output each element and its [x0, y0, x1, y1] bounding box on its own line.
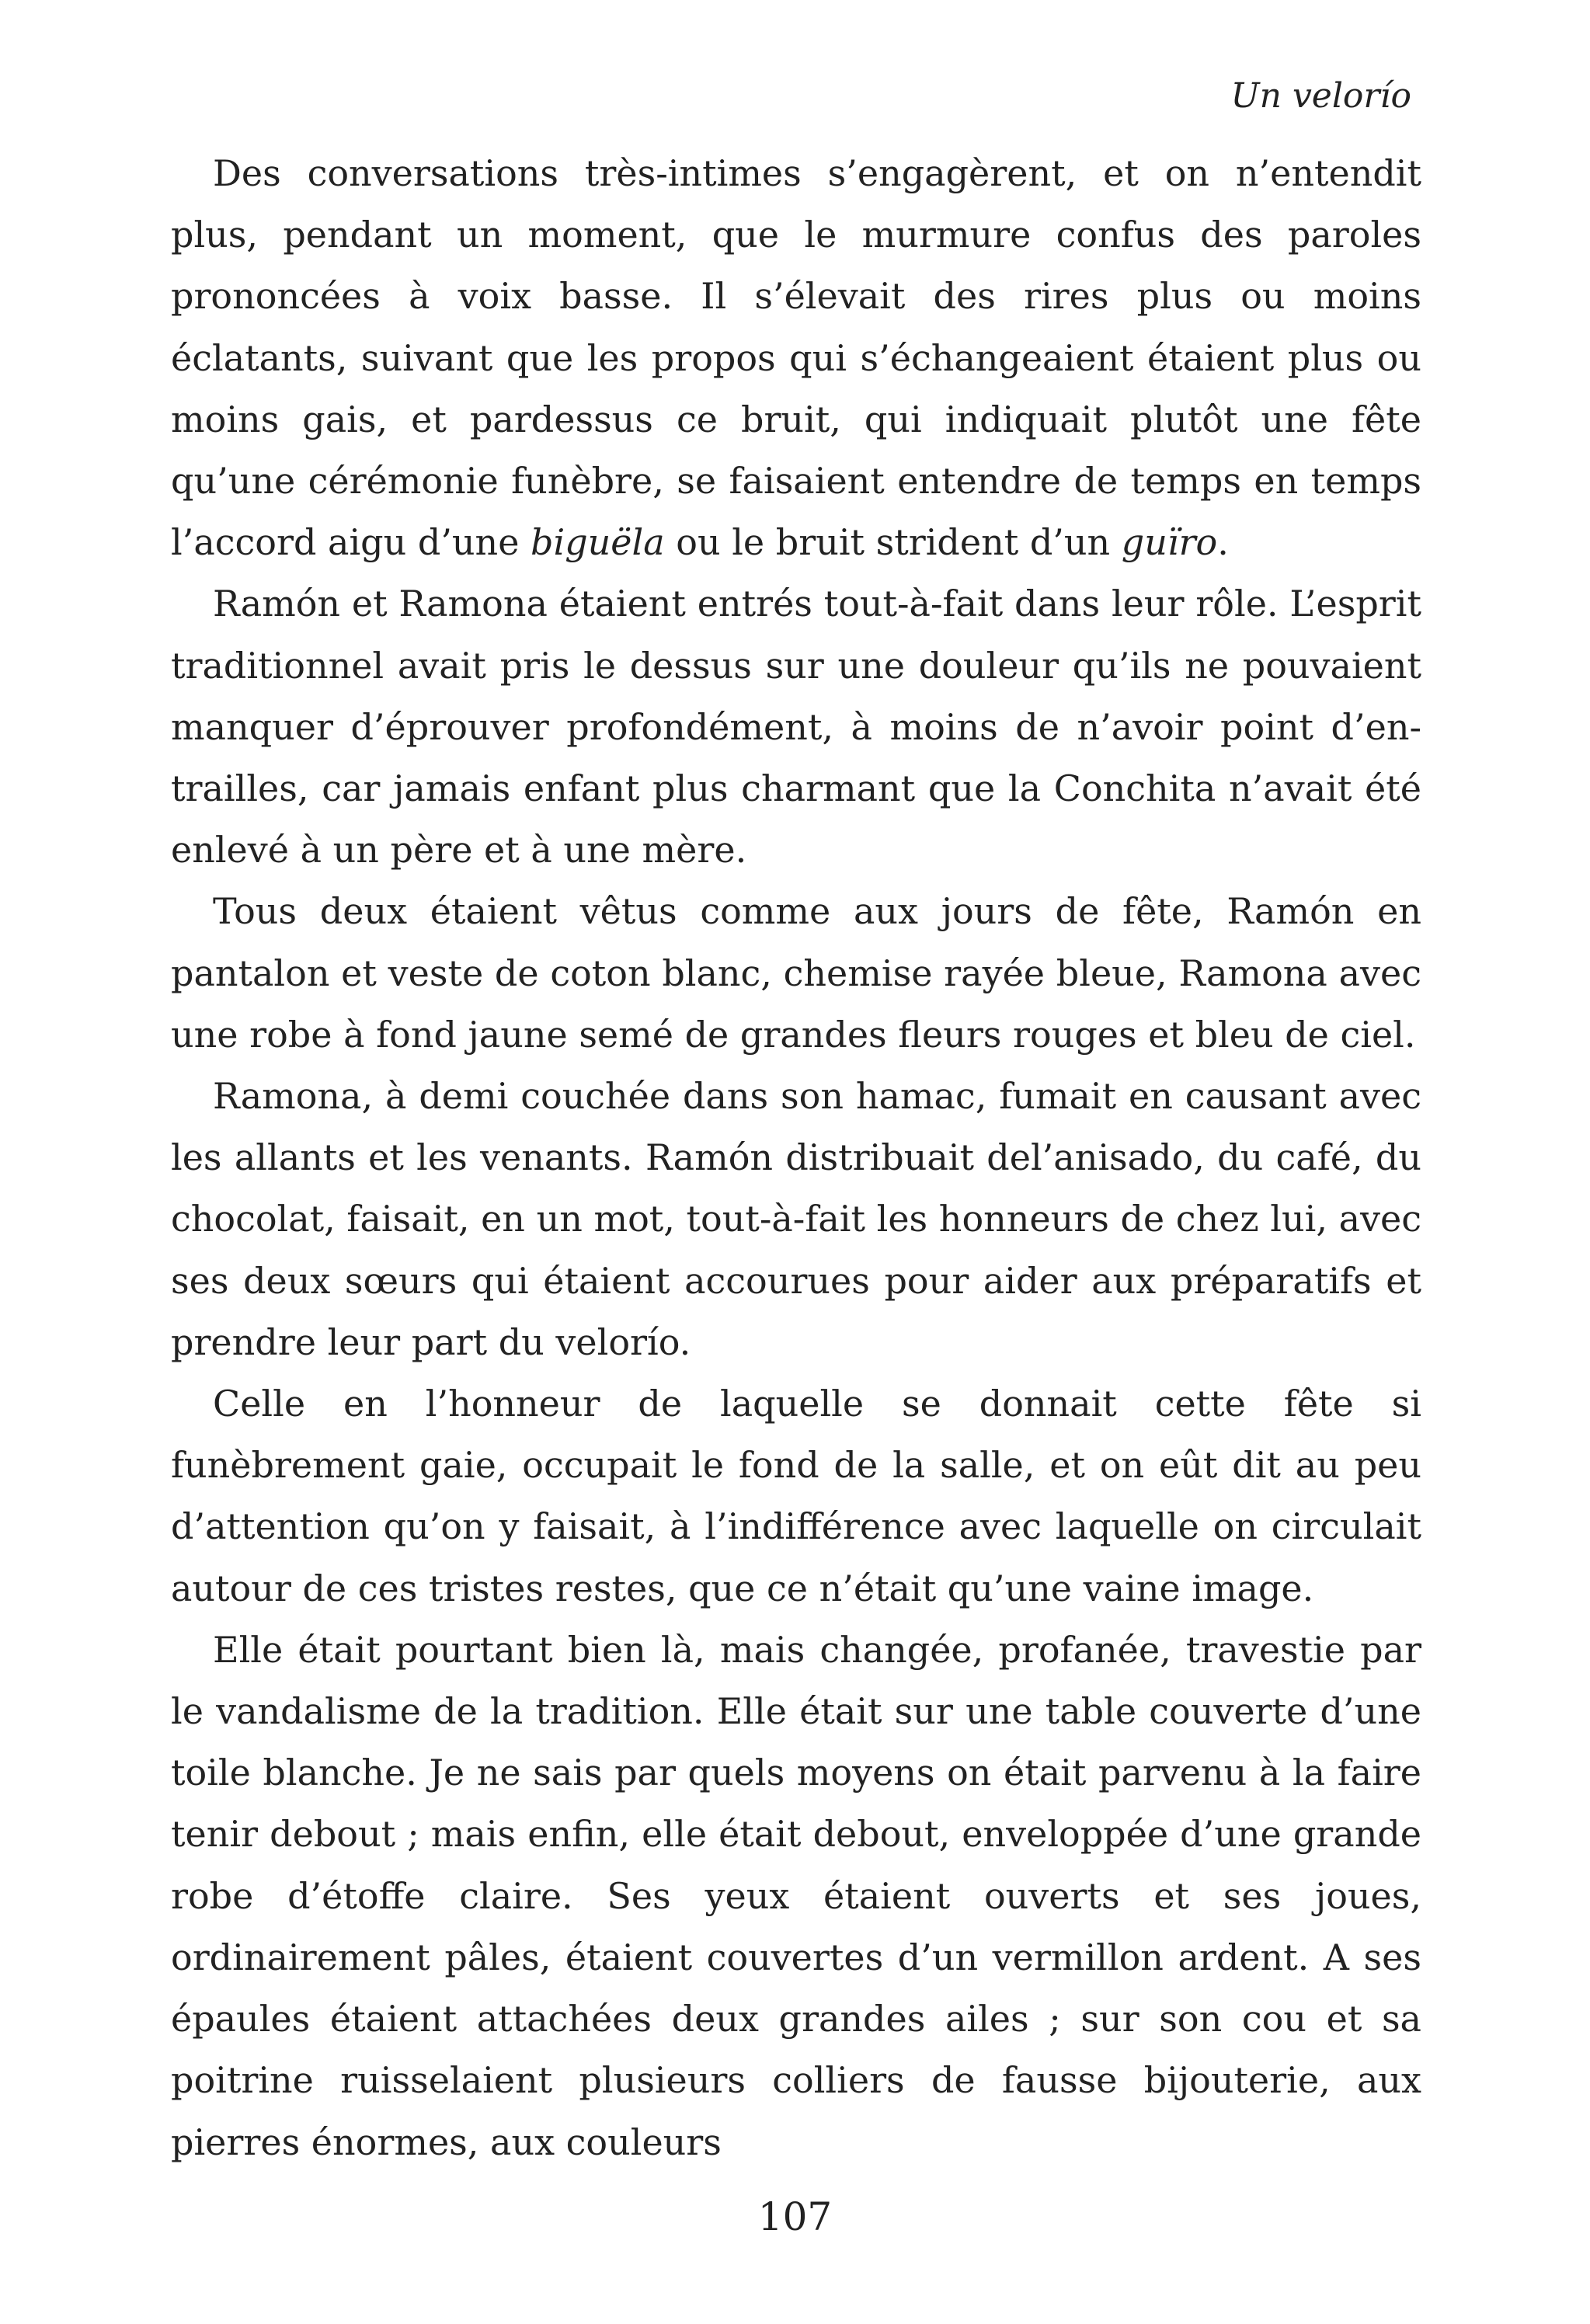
text-segment: .	[1217, 521, 1229, 564]
paragraph	[171, 1619, 1421, 2173]
text-segment: Des conversations très-intimes s’engagèrent, et on n’entendit plus, pendant un moment, que le murmure confus des paroles prononcées à voix basse. Il s’élevait des rires plus ou moins éclatants, suivant que les propos qui s’échangeaient étaient plus ou moins gais, et pardessus ce bruit, qui indiquait plutôt une fête qu’une cérémonie funèbre, se faisaient entendre de temps en temps l’accord aigu d’une	[171, 152, 1421, 564]
paragraph	[171, 1373, 1421, 1619]
text-segment: Elle était pourtant bien là, mais changée, profanée, travestie par le vandalisme de la tradition. Elle était sur une table couverte d’une toile blanche. Je ne sais par quels moyens on était parvenu à la faire tenir debout ; mais enfin, elle était debout, enveloppée d’une grande robe d’étoffe claire. Ses yeux étaient ouverts et ses joues, ordinairement pâles, étaient couvertes d’un vermillon ardent. A ses épaules étaient attachées deux grandes ailes ; sur son cou et sa poitrine ruisselaient plusieurs colliers de fausse bijouterie, aux pierres énormes, aux couleurs	[171, 1628, 1421, 2163]
italic-term: guïro	[1121, 521, 1218, 564]
text-segment: Tous deux étaient vêtus comme aux jours de fête, Ramón en pantalon et veste de coton blanc, chemise rayée bleue, Ramona avec une robe à fond jaune semé de grandes fleurs rouges et bleu de ciel.	[171, 890, 1421, 1056]
page-number: 107	[757, 2194, 833, 2239]
text-segment: ou le bruit strident d’un	[664, 521, 1122, 564]
paragraph	[171, 143, 1421, 573]
paragraph	[171, 881, 1421, 1066]
body-text	[171, 143, 1421, 2173]
paragraph	[171, 573, 1421, 881]
text-segment: Ramón et Ramona étaient entrés tout-à-fait dans leur rôle. L’esprit traditionnel avait pris le dessus sur une douleur qu’ils ne pouvaient manquer d’éprouver profondément, à moins de n’avoir point d’entrailles, car jamais enfant plus charmant que la Conchita n’avait été enlevé à un père et à une mère.	[171, 583, 1421, 872]
text-segment: Ramona, à demi couchée dans son hamac, fumait en causant avec les allants et les venants. Ramón distribuait del’anisado, du café, du chocolat, faisait, en un mot, tout-à-fait les honneurs de chez lui, avec ses deux sœurs qui étaient accourues pour aider aux préparatifs et prendre leur part du velorío.	[171, 1075, 1421, 1363]
italic-term: biguëla	[531, 521, 665, 564]
text-segment: Celle en l’honneur de laquelle se donnait cette fête si funèbrement gaie, occupait le fond de la salle, et on eût dit au peu d’attention qu’on y faisait, à l’indifférence avec laquelle on circulait autour de ces tristes restes, que ce n’était qu’une vaine image.	[171, 1383, 1421, 1609]
running-head: Un velorío	[1230, 76, 1411, 116]
paragraph	[171, 1066, 1421, 1373]
